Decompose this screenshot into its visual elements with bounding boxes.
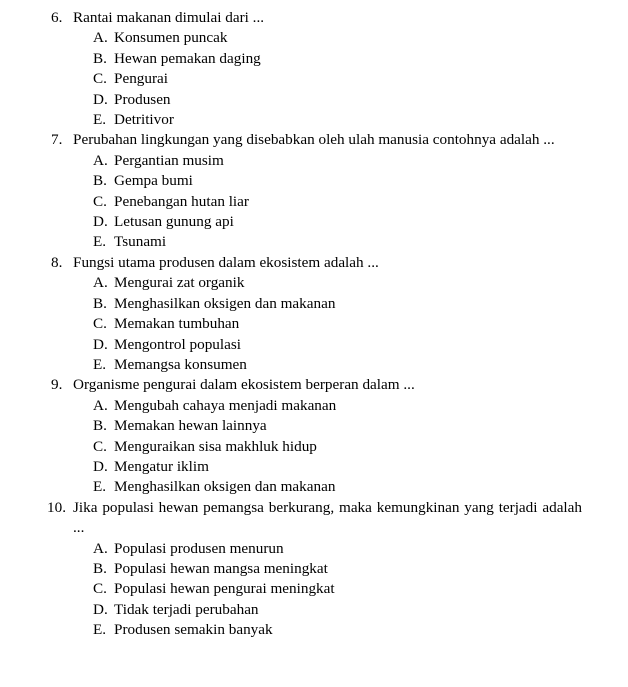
option-b[interactable] [0,49,628,69]
option-d[interactable] [0,212,628,232]
option-d[interactable] [0,457,628,477]
option-text: Memangsa konsumen [114,355,247,373]
option-text: Menghasilkan oksigen dan makanan [114,478,336,496]
option-text: Mengontrol populasi [114,335,241,353]
question-10-stem [0,498,628,539]
option-text: Memakan hewan lainnya [114,417,267,435]
option-text: Menghasilkan oksigen dan makanan [114,294,336,312]
option-letter: E. [93,233,107,251]
option-letter: E. [93,621,107,639]
option-d[interactable] [0,335,628,355]
option-text: Mengubah cahaya menjadi makanan [114,396,337,414]
question-8 [0,253,628,375]
question-9 [0,375,628,497]
option-letter: C. [93,315,107,333]
option-a[interactable] [0,539,628,559]
question-number: 6. [51,9,63,26]
option-letter: B. [93,294,107,312]
option-a[interactable] [0,151,628,171]
option-letter: B. [93,49,107,67]
question-8-stem [0,253,628,273]
option-text: Hewan pemakan daging [114,49,261,67]
option-letter: D. [93,213,108,231]
option-letter: D. [93,335,108,353]
option-e[interactable] [0,110,628,130]
option-b[interactable] [0,559,628,579]
option-text: Gempa bumi [114,172,193,190]
option-e[interactable] [0,355,628,375]
option-letter: E. [93,111,107,129]
option-a[interactable] [0,396,628,416]
option-text: Produsen [114,90,171,108]
option-text: Populasi hewan mangsa meningkat [114,559,328,577]
option-text: Tidak terjadi perubahan [114,600,259,618]
option-text: Mengurai zat organik [114,274,245,292]
option-letter: D. [93,457,108,475]
option-letter: E. [93,355,107,373]
option-letter: A. [93,29,108,47]
option-letter: C. [93,70,107,88]
option-letter: B. [93,559,107,577]
option-e[interactable] [0,232,628,252]
option-letter: D. [93,90,108,108]
option-letter: C. [93,192,107,210]
option-b[interactable] [0,171,628,191]
option-letter: D. [93,600,108,618]
option-text: Populasi produsen menurun [114,539,284,557]
question-7 [0,130,628,252]
option-d[interactable] [0,600,628,620]
option-c[interactable] [0,579,628,599]
option-letter: B. [93,172,107,190]
question-number: 7. [51,131,63,149]
question-number: 8. [51,253,63,271]
option-letter: B. [93,417,107,435]
option-b[interactable] [0,416,628,436]
option-letter: A. [93,274,108,292]
option-c[interactable] [0,314,628,334]
question-7-stem [0,130,628,150]
option-text: Pergantian musim [114,151,224,169]
option-letter: A. [93,151,108,169]
option-letter: C. [93,580,107,598]
question-6 [0,8,628,130]
option-text: Produsen semakin banyak [114,621,273,639]
question-number: 9. [51,376,63,394]
option-text: Letusan gunung api [114,213,234,231]
option-text: Memakan tumbuhan [114,315,240,333]
question-text: Rantai makanan dimulai dari ... [73,9,265,26]
question-9-stem [0,375,628,395]
option-d[interactable] [0,90,628,110]
option-letter: A. [93,396,108,414]
question-number: 10. [47,498,66,516]
question-6-stem [0,8,628,28]
option-text: Pengurai [114,70,168,88]
option-letter: A. [93,539,108,557]
option-a[interactable] [0,28,628,48]
option-c[interactable] [0,192,628,212]
option-c[interactable] [0,437,628,457]
option-letter: E. [93,478,107,496]
option-text: Penebangan hutan liar [114,192,249,210]
option-text: Menguraikan sisa makhluk hidup [114,437,317,455]
option-letter: C. [93,437,107,455]
option-text: Detritivor [114,111,174,129]
option-text: Konsumen puncak [114,29,228,47]
option-text: Populasi hewan pengurai meningkat [114,580,335,598]
option-e[interactable] [0,620,628,640]
question-text: Perubahan lingkungan yang disebabkan oleh ulah manusia contohnya adalah ... [73,131,555,149]
option-text: Mengatur iklim [114,457,209,475]
option-e[interactable] [0,477,628,497]
option-a[interactable] [0,273,628,293]
option-text: Tsunami [114,233,167,251]
question-10 [0,498,628,641]
question-text: Fungsi utama produsen dalam ekosistem adalah ... [73,253,379,271]
question-text: Jika populasi hewan pemangsa berkurang, maka kemungkinan yang terjadi adalah ... [73,498,582,537]
option-b[interactable] [0,294,628,314]
question-text: Organisme pengurai dalam ekosistem berperan dalam ... [73,376,415,394]
option-c[interactable] [0,69,628,89]
